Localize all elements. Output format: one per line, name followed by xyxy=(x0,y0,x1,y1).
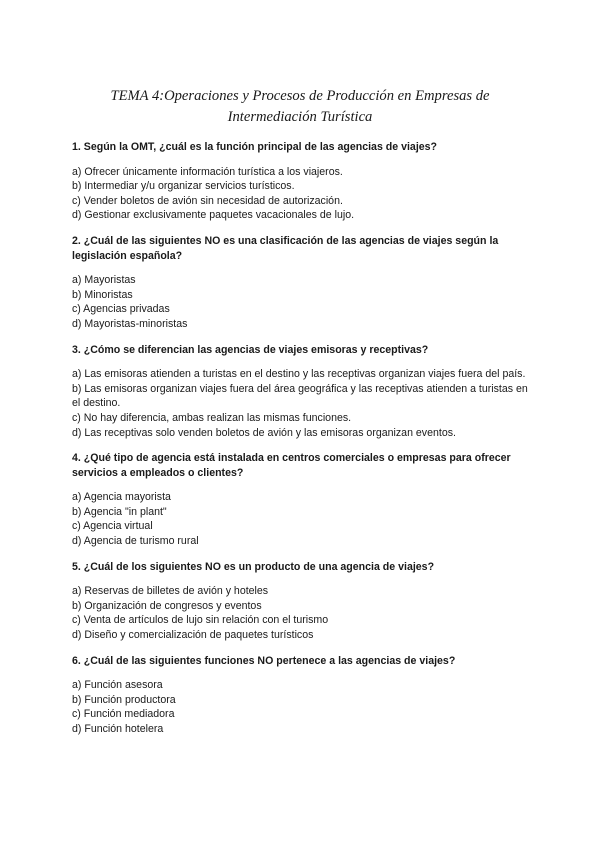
answer-option: a) Función asesora xyxy=(72,679,163,692)
answer-option: b) Las emisoras organizan viajes fuera del área geográfica y las receptivas atienden a turistas en el destino. xyxy=(72,382,528,410)
answer-option: c) Agencia virtual xyxy=(72,520,153,533)
answer-option: a) Las emisoras atienden a turistas en el destino y las receptivas organizan viajes fuera del país. xyxy=(72,368,526,381)
question-3 xyxy=(72,343,528,441)
answer-option: b) Minoristas xyxy=(72,288,133,301)
answer-options xyxy=(72,678,528,736)
answer-option: d) Agencia de turismo rural xyxy=(72,535,199,548)
answer-option: c) No hay diferencia, ambas realizan las mismas funciones. xyxy=(72,411,352,424)
question-1 xyxy=(72,140,528,223)
question-text: 1. Según la OMT, ¿cuál es la función principal de las agencias de viajes? xyxy=(72,141,438,153)
answer-options xyxy=(72,367,528,440)
answer-options xyxy=(72,584,528,642)
answer-option: c) Vender boletos de avión sin necesidad de autorización. xyxy=(72,194,343,207)
answer-options xyxy=(72,165,528,223)
answer-option: d) Función hotelera xyxy=(72,723,164,735)
answer-option: b) Intermediar y/u organizar servicios turísticos. xyxy=(72,180,295,193)
answer-option: c) Venta de artículos de lujo sin relación con el turismo xyxy=(72,614,329,627)
answer-option: a) Agencia mayorista xyxy=(72,491,171,504)
answer-options xyxy=(72,490,528,548)
answer-option: b) Función productora xyxy=(72,693,176,706)
question-text: 4. ¿Qué tipo de agencia está instalada en centros comerciales o empresas para ofrecer servicios a empleados o clientes? xyxy=(72,452,511,479)
question-text: 6. ¿Cuál de las siguientes funciones NO pertenece a las agencias de viajes? xyxy=(72,654,456,667)
answer-option: d) Diseño y comercialización de paquetes turísticos xyxy=(72,629,314,642)
answer-option: d) Mayoristas-minoristas xyxy=(72,317,188,330)
question-text: 2. ¿Cuál de las siguientes NO es una clasificación de las agencias de viajes según la legislación española? xyxy=(72,234,499,262)
question-5 xyxy=(72,560,528,643)
document-title: TEMA 4:Operaciones y Procesos de Producción en Empresas de Intermediación Turística xyxy=(110,88,490,125)
answer-option: c) Función mediadora xyxy=(72,708,175,721)
answer-option: b) Organización de congresos y eventos xyxy=(72,599,262,612)
answer-option: a) Mayoristas xyxy=(72,274,136,287)
answer-option: a) Reservas de billetes de avión y hoteles xyxy=(72,585,269,598)
question-6 xyxy=(72,654,528,737)
answer-option: c) Agencias privadas xyxy=(72,303,170,316)
answer-option: d) Gestionar exclusivamente paquetes vacacionales de lujo. xyxy=(72,209,355,222)
question-text: 3. ¿Cómo se diferencian las agencias de viajes emisoras y receptivas? xyxy=(72,343,429,356)
question-2 xyxy=(72,234,528,332)
question-4 xyxy=(72,451,528,549)
answer-options xyxy=(72,273,528,331)
answer-option: d) Las receptivas solo venden boletos de avión y las emisoras organizan eventos. xyxy=(72,426,456,439)
question-text: 5. ¿Cuál de los siguientes NO es un producto de una agencia de viajes? xyxy=(72,560,435,573)
answer-option: b) Agencia "in plant" xyxy=(72,505,167,518)
answer-option: a) Ofrecer únicamente información turística a los viajeros. xyxy=(72,165,343,178)
